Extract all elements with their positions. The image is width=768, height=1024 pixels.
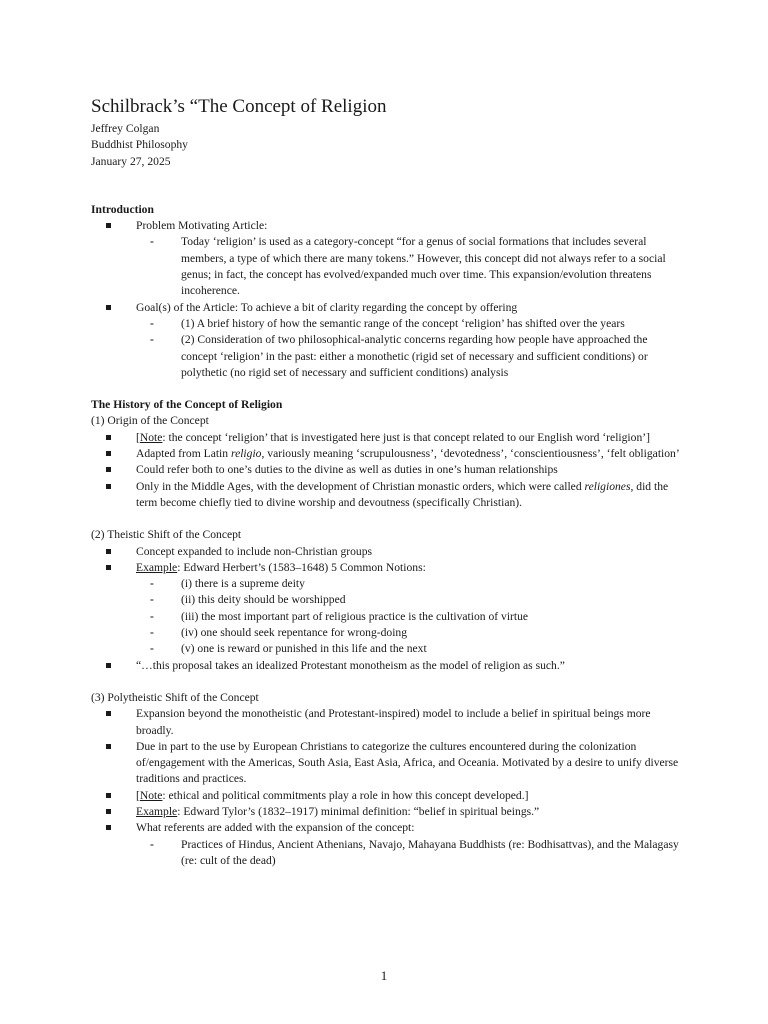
sub-list xyxy=(136,316,681,381)
origin-list xyxy=(91,430,681,511)
list-item: - (iii) the most important part of religious practice is the cultivation of virtue xyxy=(136,609,681,625)
list-item: - (i) there is a supreme deity xyxy=(136,576,681,592)
list-item: Problem Motivating Article: - Today ‘religion’ is used as a category-concept “for a genus of social formations that includes several members, a type of which there are many tokens.” However, this concept did not always refer to a social genus; in fact, the concept has evolved/expanded much over time. This expansion/evolution threatens incoherence. xyxy=(91,218,681,299)
list-item: Adapted from Latin religio, variously meaning ‘scrupulousness’, ‘devotedness’, ‘conscientiousness’, ‘felt obligation’ xyxy=(91,446,681,462)
list-item: Concept expanded to include non-Christian groups xyxy=(91,544,681,560)
subsection-title-theistic: (2) Theistic Shift of the Concept xyxy=(91,528,242,542)
list-item: Example: Edward Herbert’s (1583–1648) 5 Common Notions: - (i) there is a supreme deity - (ii) this deity should be worshipped - (iii) the most important part of religious practice is the cultivation of virtue - (iv) one should seek repentance for wrong-doing - (v) one is reward or punished in this life and the next xyxy=(91,560,681,658)
sub-list xyxy=(136,234,681,299)
author-line: Jeffrey Colgan xyxy=(91,122,160,135)
course-line: Buddhist Philosophy xyxy=(91,138,188,152)
list-item: What referents are added with the expansion of the concept: - Practices of Hindus, Ancient Athenians, Navajo, Mahayana Buddhists (re: Bodhisattvas), and the Malagasy (re: cult of the dead) xyxy=(91,820,681,869)
polytheistic-list xyxy=(91,706,681,869)
list-item: Due in part to the use by European Christians to categorize the cultures encountered during the colonization of/engagement with the Americas, South Asia, East Asia, Africa, and Oceania. Motivated by a desire to unify diverse traditions and practices. xyxy=(91,739,681,788)
list-item: - (iv) one should seek repentance for wrong-doing xyxy=(136,625,681,641)
subsection-title-origin: (1) Origin of the Concept xyxy=(91,414,209,428)
list-item: “…this proposal takes an idealized Protestant monotheism as the model of religion as such.” xyxy=(91,658,681,674)
list-item: Example: Edward Tylor’s (1832–1917) minimal definition: “belief in spiritual beings.” xyxy=(91,804,681,820)
list-item: - (1) A brief history of how the semantic range of the concept ‘religion’ has shifted over the years xyxy=(136,316,681,332)
intro-list xyxy=(91,218,681,381)
list-item: - Practices of Hindus, Ancient Athenians, Navajo, Mahayana Buddhists (re: Bodhisattvas), and the Malagasy (re: cult of the dead) xyxy=(136,837,681,870)
document-body xyxy=(91,95,681,869)
list-item: Only in the Middle Ages, with the development of Christian monastic orders, which were called religiones, did the term become chiefly tied to divine worship and devoutness (specifically Christian). xyxy=(91,479,681,512)
sub-list xyxy=(136,837,681,870)
section-heading-history: The History of the Concept of Religion xyxy=(91,398,283,412)
list-item: [Note: the concept ‘religion’ that is investigated here just is that concept related to our English word ‘religion’] xyxy=(91,430,681,446)
list-item: - (2) Consideration of two philosophical-analytic concerns regarding how people have approached the concept ‘religion’ in the past: either a monothetic (rigid set of necessary and sufficient conditions) or polythetic (no rigid set of necessary and sufficient conditions) analysis xyxy=(136,332,681,381)
list-item: - (ii) this deity should be worshipped xyxy=(136,592,681,608)
document-title: Schilbrack’s “The Concept of Religion xyxy=(91,96,387,117)
section-heading-introduction: Introduction xyxy=(91,202,154,216)
list-item: - (v) one is reward or punished in this life and the next xyxy=(136,641,681,657)
subsection-title-polytheistic: (3) Polytheistic Shift of the Concept xyxy=(91,690,259,704)
list-item: Goal(s) of the Article: To achieve a bit of clarity regarding the concept by offering - (1) A brief history of how the semantic range of the concept ‘religion’ has shifted over the years - (2) Consideration of two philosophical-analytic concerns regarding how people have approached the concept ‘religion’ in the past: either a monothetic (rigid set of necessary and sufficient conditions) or polythetic (no rigid set of necessary and sufficient conditions) analysis xyxy=(91,300,681,381)
list-item: [Note: ethical and political commitments play a role in how this concept developed.] xyxy=(91,788,681,804)
page-number: 1 xyxy=(380,968,388,983)
common-notions-list xyxy=(136,576,681,657)
list-item: Expansion beyond the monotheistic (and Protestant-inspired) model to include a belief in spiritual beings more broadly. xyxy=(91,706,681,739)
theistic-list xyxy=(91,544,681,674)
date-line: January 27, 2025 xyxy=(91,154,171,168)
list-item: Could refer both to one’s duties to the divine as well as duties in one’s human relationships xyxy=(91,462,681,478)
list-item: - Today ‘religion’ is used as a category-concept “for a genus of social formations that includes several members, a type of which there are many tokens.” However, this concept did not always refer to a social genus; in fact, the concept has evolved/expanded much over time. This expansion/evolution threatens incoherence. xyxy=(136,234,681,299)
